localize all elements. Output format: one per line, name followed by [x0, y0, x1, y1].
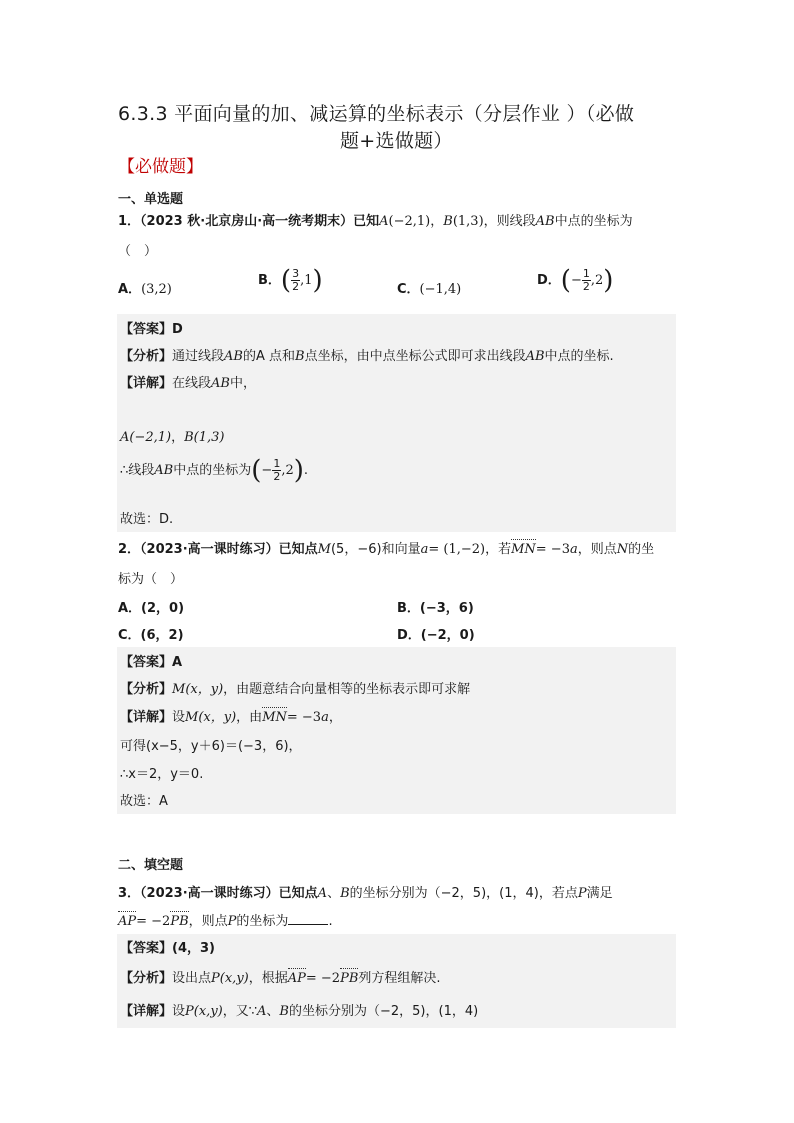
- section-heading-fill-blank: 二、填空题: [118, 858, 184, 873]
- section-required-heading: 【必做题】: [118, 157, 203, 177]
- q1-conclusion-rparen: ): [293, 455, 304, 486]
- q1-conclusion-pre: ∴线段: [120, 463, 155, 478]
- q1-detail: [120, 372, 256, 391]
- q1-answer-label: 【答案】: [120, 322, 173, 337]
- q3-text5: 的坐标为: [236, 914, 289, 929]
- q1-option-d-label: D．: [537, 273, 561, 288]
- page-title-line2: 题+选做题）: [340, 130, 453, 152]
- q1-detail-sep: ，: [171, 430, 185, 445]
- q3-detail-rest: 的坐标分别为（−2，5)，(1，4): [288, 1004, 479, 1019]
- q2-text2: (5，−6)和向量: [330, 542, 421, 557]
- q1-point-a: A: [379, 214, 389, 229]
- q1-option-b-fraction: [291, 268, 300, 293]
- q3-detail-sep: 、: [266, 1004, 280, 1019]
- q1-detail-point-b: B(1,3): [184, 430, 225, 445]
- q2-text3: = (1,−2)，若: [428, 542, 512, 557]
- q3-analysis-p: P(x,y): [211, 971, 249, 986]
- q2-analysis-rest: ，由题意结合向量相等的坐标表示即可求解: [223, 682, 471, 697]
- q3-detail-pre: 设: [172, 1004, 186, 1019]
- q1-answer-value: D: [172, 322, 183, 337]
- q1-option-d-den: 2: [582, 280, 590, 293]
- q1-tail: 中点的坐标为: [554, 214, 633, 229]
- q2-option-c[interactable]: C．(6，2): [118, 628, 184, 643]
- q1-comma: ，: [430, 214, 444, 229]
- q1-option-a-value: (3,2): [141, 282, 172, 297]
- q2-option-d[interactable]: D．(−2，0): [397, 628, 475, 643]
- q3-point-p: P: [577, 886, 587, 901]
- q2-detail-pre: 设: [172, 710, 186, 725]
- q1-option-d-sign: −: [570, 273, 582, 288]
- q2-vector-a: a: [420, 542, 429, 557]
- question-2-stem: [118, 538, 654, 557]
- q1-point-b-coords: (1,3): [452, 214, 484, 229]
- q3-analysis-end: 列方程组解决.: [358, 971, 441, 986]
- question-1-paren: （ ）: [118, 244, 158, 259]
- q1-analysis: [120, 345, 614, 364]
- q2-detail-mn: MN: [262, 710, 287, 725]
- q3-answer-value: (4，3): [172, 941, 215, 956]
- q3-analysis: [120, 967, 441, 986]
- q3-sep: 、: [327, 886, 341, 901]
- section-heading-single-choice: 一、单选题: [118, 192, 184, 207]
- q2-line-solution: ∴x＝2，y＝0.: [120, 767, 204, 782]
- q2-detail-mid: ，由: [236, 710, 263, 725]
- q3-text2: 的坐标分别为（−2，5)，(1，4)，若点: [349, 886, 578, 901]
- q3-analysis-label: 【分析】: [120, 971, 173, 986]
- q1-analysis-end: 中点的坐标.: [544, 349, 614, 364]
- q1-analysis-b: B: [295, 349, 305, 364]
- q3-end: .: [328, 914, 333, 929]
- q1-conclusion-sign: −: [261, 463, 273, 478]
- q2-point-m: M: [317, 542, 331, 557]
- q3-detail-label: 【详解】: [120, 1004, 173, 1019]
- q1-answer: [120, 318, 183, 337]
- page-title: 6.3.3 平面向量的加、减运算的坐标表示（分层作业 ）（必做: [118, 103, 635, 125]
- q1-mid-text: ，则线段: [483, 214, 536, 229]
- q3-detail: [120, 1000, 478, 1019]
- q3-text3: 满足: [586, 886, 613, 901]
- q1-analysis-ab2: AB: [525, 349, 545, 364]
- q2-analysis-label: 【分析】: [120, 682, 173, 697]
- q1-analysis-mid2: 点坐标，由中点坐标公式即可求出线段: [304, 349, 526, 364]
- q1-conclusion-mid: 中点的坐标为: [173, 463, 252, 478]
- q1-conclusion-num: 1: [273, 457, 281, 470]
- question-3-line2: [118, 910, 333, 929]
- q3-analysis-pre: 设出点: [172, 971, 212, 986]
- q3-detail-a: A: [257, 1004, 267, 1019]
- q2-analysis-m: M(x，y): [172, 682, 224, 697]
- q1-conclusion-ab: AB: [154, 463, 174, 478]
- q3-answer: [120, 937, 215, 956]
- q1-conclusion-den: 2: [273, 470, 281, 483]
- q2-detail-eq: = −3: [286, 710, 322, 725]
- q2-choose: 故选：A: [120, 794, 168, 809]
- q1-analysis-label: 【分析】: [120, 349, 173, 364]
- q1-analysis-pre: 通过线段: [172, 349, 225, 364]
- q3-detail-p: P(x,y): [185, 1004, 223, 1019]
- q1-detail-label: 【详解】: [120, 376, 173, 391]
- q1-detail-ab: AB: [211, 376, 230, 391]
- q2-vector-mn: MN: [511, 542, 536, 557]
- q3-point-p2: P: [227, 914, 237, 929]
- q3-eq: = −2: [136, 914, 171, 929]
- q3-vector-ap: AP: [118, 914, 137, 929]
- q2-option-b[interactable]: B．(−3，6): [397, 601, 474, 616]
- q1-option-b-lparen: (: [280, 265, 292, 296]
- q3-analysis-ap: AP: [287, 971, 306, 986]
- q2-text4: = −3: [535, 542, 570, 557]
- q2-detail: [120, 706, 342, 725]
- q1-text: 1．（2023 秋·北京房山·高一统考期末）已知: [118, 214, 380, 229]
- q1-option-b-rest: ,1: [300, 273, 313, 288]
- q2-vector-a2: a: [569, 542, 578, 557]
- q2-detail-a: a: [321, 710, 329, 725]
- q1-option-d-rest: ,2: [590, 273, 604, 288]
- q2-detail-label: 【详解】: [120, 710, 173, 725]
- q1-option-b-rparen: ): [312, 265, 323, 296]
- q1-option-b-den: 2: [292, 280, 300, 293]
- q3-analysis-mid: ，根据: [248, 971, 288, 986]
- q1-option-b-label: B．: [258, 273, 281, 288]
- q3-detail-b: B: [279, 1004, 289, 1019]
- q1-option-d[interactable]: [537, 265, 614, 296]
- q3-analysis-eq: = −2: [305, 971, 341, 986]
- q1-option-d-fraction: [582, 268, 591, 293]
- q1-conclusion-dot: .: [303, 463, 309, 478]
- q1-choose: 故选：D.: [120, 512, 174, 527]
- q2-text5: ，则点: [577, 542, 617, 557]
- q1-option-a-label: A．: [118, 282, 142, 297]
- q2-solution-panel: [117, 647, 676, 814]
- q1-point-a-coords: (−2,1): [388, 214, 431, 229]
- q3-point-a: A: [317, 886, 328, 901]
- q3-detail-mid: ，又∵: [222, 1004, 258, 1019]
- q1-detail-point-a: A(−2,1): [120, 430, 172, 445]
- q1-conclusion-fraction: [272, 458, 281, 483]
- q1-segment-ab: AB: [535, 214, 555, 229]
- q1-option-d-rparen: ): [603, 265, 614, 296]
- q1-analysis-ab: AB: [224, 349, 243, 364]
- q1-option-c[interactable]: [397, 278, 461, 297]
- q2-answer: [120, 651, 182, 670]
- q3-point-b: B: [340, 886, 350, 901]
- q2-line-get: 可得(x−5，y＋6)＝(−3，6)，: [120, 739, 302, 754]
- q1-option-b[interactable]: [258, 265, 323, 296]
- q2-detail-end: ，: [328, 710, 342, 725]
- q1-option-d-num: 1: [582, 267, 590, 280]
- q2-point-n: N: [616, 542, 629, 557]
- q2-analysis: [120, 678, 470, 697]
- q3-analysis-pb: PB: [340, 971, 359, 986]
- q3-answer-label: 【答案】: [120, 941, 173, 956]
- q1-detail-pre: 在线段: [172, 376, 212, 391]
- q2-text6: 的坐: [628, 542, 655, 557]
- q1-option-d-lparen: (: [560, 265, 571, 296]
- q1-analysis-mid: 的A 点和: [242, 349, 296, 364]
- question-3-stem: [118, 882, 613, 901]
- q1-point-b: B: [443, 214, 453, 229]
- q3-text4: ，则点: [188, 914, 228, 929]
- q2-answer-label: 【答案】: [120, 655, 173, 670]
- q1-conclusion: [120, 455, 309, 486]
- q1-option-b-num: 3: [292, 267, 300, 280]
- q1-option-c-label: C．: [397, 282, 420, 297]
- q1-conclusion-rest: ,2: [281, 463, 294, 478]
- q2-text1: 2．（2023·高一课时练习）已知点: [118, 542, 318, 557]
- q1-option-c-value: (−1,4): [419, 282, 462, 297]
- q1-conclusion-lparen: (: [251, 455, 262, 486]
- q3-vector-pb: PB: [170, 914, 189, 929]
- q3-text1: 3．（2023·高一课时练习）已知点: [118, 886, 318, 901]
- q1-option-a[interactable]: [118, 278, 172, 297]
- question-2-line2: 标为（ ）: [118, 572, 184, 587]
- q2-answer-value: A: [172, 655, 183, 670]
- question-1-stem: [118, 210, 633, 229]
- q2-option-a[interactable]: A．(2，0): [118, 601, 185, 616]
- q3-answer-blank[interactable]: [288, 912, 328, 925]
- q2-detail-m: M(x，y): [185, 710, 237, 725]
- q1-detail-end: 中，: [229, 376, 256, 391]
- q1-detail-points: [120, 426, 225, 445]
